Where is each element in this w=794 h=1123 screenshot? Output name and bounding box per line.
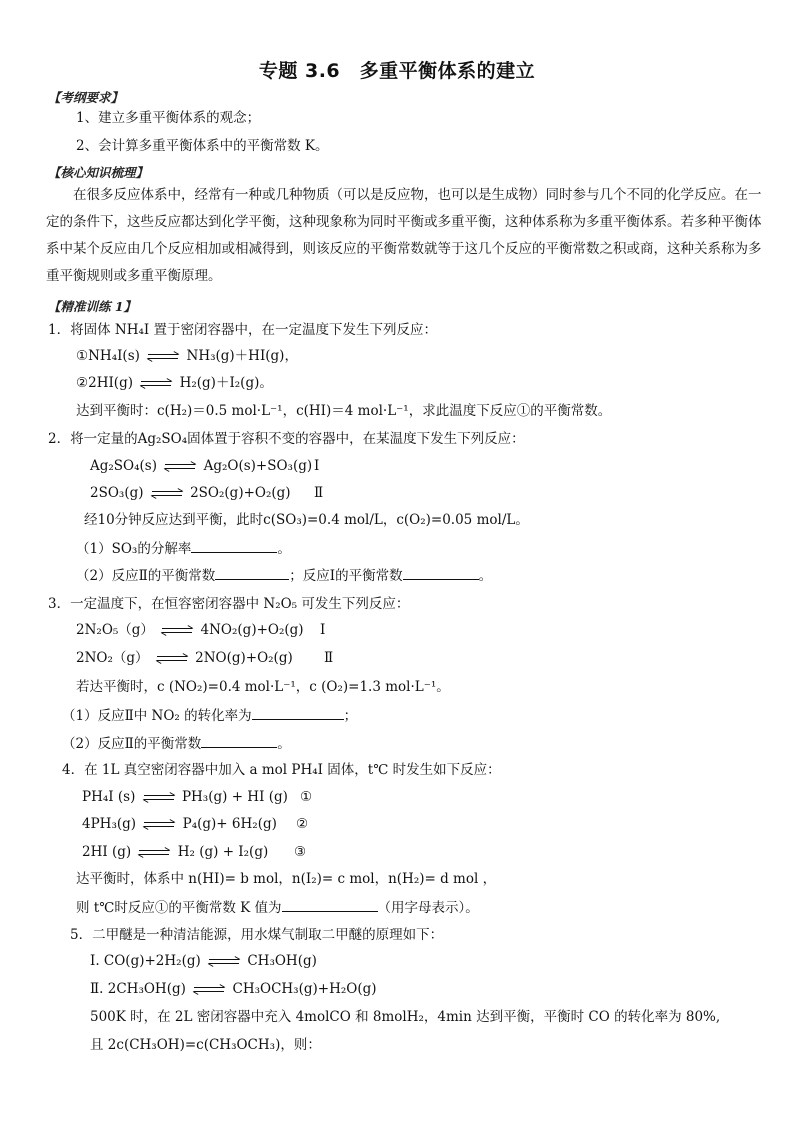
q4-reaction-2-tag: ②	[296, 816, 309, 832]
q4-reaction-1: PH₄I (s) PH₃(g) + HI (g)	[82, 789, 288, 805]
page-title: 专题 3.6 多重平衡体系的建立	[258, 60, 536, 82]
q4-question: 则 t℃时反应①的平衡常数 K 值为 （用字母表示）。	[76, 897, 479, 918]
q1-condition: 达到平衡时：c(H₂)＝0.5 mol·L⁻¹，c(HI)＝4 mol·L⁻¹，求此温度下反应①的平衡常数。	[76, 403, 612, 419]
q2-condition: 经10分钟反应达到平衡，此时c(SO₃)=0.4 mol/L，c(O₂)=0.05 mol/L。	[84, 512, 529, 528]
equilibrium-arrow-icon	[142, 821, 176, 829]
equilibrium-arrow-icon	[146, 353, 180, 361]
q3-part-1: （1）反应Ⅱ中 NO₂ 的转化率为 ；	[62, 705, 357, 726]
q3-reaction-1-tag: Ⅰ	[320, 622, 326, 638]
q4-reaction-3-tag: ③	[294, 844, 307, 860]
q2-reaction-1-tag: Ⅰ	[314, 458, 320, 474]
q3-reaction-1: 2N₂O₅（g） 4NO₂(g)+O₂(g)	[76, 622, 304, 638]
requirement-item: 1、建立多重平衡体系的观念；	[76, 110, 261, 126]
q1-reaction-2: ②2HI(g) H₂(g)＋I₂(g)。	[76, 375, 273, 391]
q2-part-1: （1）SO₃的分解率 。	[76, 538, 291, 559]
equilibrium-arrow-icon	[192, 986, 226, 994]
equilibrium-arrow-icon	[207, 958, 241, 966]
q1-reaction-1: ①NH₄I(s) NH₃(g)＋HI(g)，	[76, 348, 298, 364]
q2-reaction-2-tag: Ⅱ	[314, 485, 324, 501]
answer-blank[interactable]	[215, 565, 289, 580]
q2-reaction-1: Ag₂SO₄(s) Ag₂O(s)+SO₃(g)	[90, 458, 313, 474]
equilibrium-arrow-icon	[142, 794, 176, 802]
question-5-stem: 5．二甲醚是一种清洁能源，用水煤气制取二甲醚的原理如下：	[70, 927, 444, 943]
question-4-stem: 4．在 1L 真空密闭容器中加入 a mol PH₄I 固体，t℃ 时发生如下反应：	[62, 762, 501, 778]
requirement-item: 2、会计算多重平衡体系中的平衡常数 K。	[76, 138, 329, 154]
question-1-stem: 1．将固体 NH₄I 置于密闭容器中，在一定温度下发生下列反应：	[48, 322, 438, 338]
q3-reaction-2: 2NO₂（g） 2NO(g)+O₂(g)	[76, 650, 293, 666]
q3-part-2: （2）反应Ⅱ的平衡常数 。	[62, 733, 291, 754]
answer-blank[interactable]	[201, 733, 277, 748]
q5-condition-2: 且 2c(CH₃OH)=c(CH₃OCH₃)，则：	[90, 1037, 321, 1053]
equilibrium-arrow-icon	[150, 490, 184, 498]
q4-reaction-1-tag: ①	[300, 789, 313, 805]
equilibrium-arrow-icon	[139, 380, 173, 388]
q3-reaction-2-tag: Ⅱ	[324, 650, 334, 666]
q2-reaction-2: 2SO₃(g) 2SO₂(g)+O₂(g)	[90, 485, 291, 501]
equilibrium-arrow-icon	[137, 849, 171, 857]
section-heading-requirements: 【考纲要求】	[48, 90, 124, 105]
q3-condition: 若达平衡时，c (NO₂)=0.4 mol·L⁻¹，c (O₂)=1.3 mol·L⁻¹。	[76, 679, 450, 695]
equilibrium-arrow-icon	[155, 655, 189, 663]
q4-condition: 达平衡时，体系中 n(HI)= b mol，n(I₂)= c mol，n(H₂)= d mol ，	[76, 871, 497, 887]
equilibrium-arrow-icon	[160, 627, 194, 635]
q5-condition-1: 500K 时，在 2L 密闭容器中充入 4molCO 和 8molH₂，4min 达到平衡，平衡时 CO 的转化率为 80%,	[90, 1009, 721, 1025]
question-3-stem: 3．一定温度下，在恒容密闭容器中 N₂O₅ 可发生下列反应：	[48, 596, 410, 612]
answer-blank[interactable]	[403, 565, 479, 580]
q5-reaction-1: Ⅰ. CO(g)+2H₂(g) CH₃OH(g)	[90, 953, 317, 969]
question-2-stem: 2．将一定量的Ag₂SO₄固体置于容积不变的容器中，在某温度下发生下列反应：	[48, 431, 525, 447]
q5-reaction-2: Ⅱ. 2CH₃OH(g) CH₃OCH₃(g)+H₂O(g)	[90, 981, 377, 997]
q4-reaction-2: 4PH₃(g) P₄(g)+ 6H₂(g)	[82, 816, 277, 832]
equilibrium-arrow-icon	[163, 463, 197, 471]
answer-blank[interactable]	[282, 897, 378, 912]
answer-blank[interactable]	[191, 538, 277, 553]
core-knowledge-paragraph: 在很多反应体系中，经常有一种或几种物质（可以是反应物，也可以是生成物）同时参与几个不同的化学反应。在一定的条件下，这些反应都达到化学平衡，这种现象称为同时平衡或多重平衡，这种体系称为多重平衡体系。若多种平衡体系中某个反应由几个反应相加或相减得到，则该反应的平衡常数就等于这几个反应的平衡常数之积或商，这种关系称为多重平衡规则或多重平衡原理。	[46, 187, 762, 284]
section-heading-training: 【精准训练 1】	[48, 299, 137, 314]
q2-part-2: （2）反应Ⅱ的平衡常数 ；反应Ⅰ的平衡常数 。	[76, 565, 492, 586]
answer-blank[interactable]	[252, 705, 344, 720]
q4-reaction-3: 2HI (g) H₂ (g) + I₂(g)	[82, 844, 269, 860]
section-heading-core: 【核心知识梳理】	[48, 165, 149, 180]
